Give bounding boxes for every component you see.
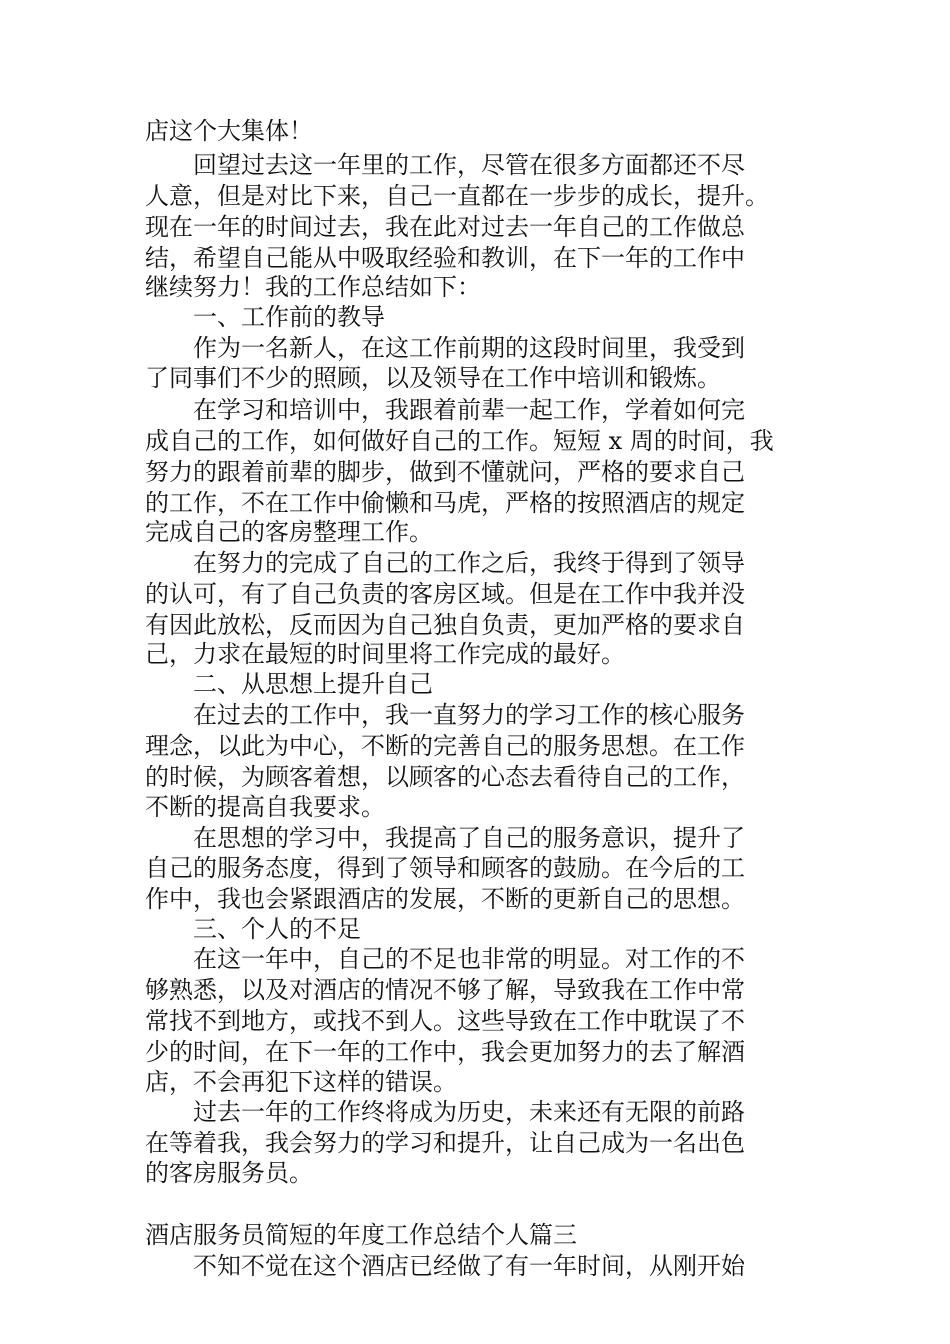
text-line: 在这一年中，自己的不足也非常的明显。对工作的不 — [193, 945, 745, 973]
text-line: 够熟悉，以及对酒店的情况不够了解，导致我在工作中常 — [145, 976, 745, 1004]
section-title: 酒店服务员简短的年度工作总结个人篇三 — [145, 1221, 577, 1249]
section-heading: 一、工作前的教导 — [193, 303, 385, 331]
text-line: 的客房服务员。 — [145, 1159, 313, 1187]
text-line: 店，不会再犯下这样的错误。 — [145, 1068, 457, 1096]
text-line: 少的时间，在下一年的工作中，我会更加努力的去了解酒 — [145, 1038, 745, 1066]
text-line: 理念，以此为中心，不断的完善自己的服务思想。在工作 — [145, 732, 745, 760]
text-line: 有因此放松，反而因为自己独自负责，更加严格的要求自 — [145, 611, 745, 639]
text-line: 店这个大集体！ — [145, 117, 313, 145]
text-line: 的时候，为顾客着想，以顾客的心态去看待自己的工作， — [145, 763, 745, 791]
text-line: 己，力求在最短的时间里将工作完成的最好。 — [145, 640, 625, 668]
text-line: 的认可，有了自己负责的客房区域。但是在工作中我并没 — [145, 580, 745, 608]
section-heading: 二、从思想上提升自己 — [193, 670, 433, 698]
text-line: 在学习和培训中，我跟着前辈一起工作，学着如何完 — [193, 396, 745, 424]
text-line: 在过去的工作中，我一直努力的学习工作的核心服务 — [193, 701, 745, 729]
text-line: 不断的提高自我要求。 — [145, 793, 385, 821]
section-heading: 三、个人的不足 — [193, 915, 361, 943]
text-line: 常找不到地方，或找不到人。这些导致在工作中耽误了不 — [145, 1007, 745, 1035]
text-line: 作中，我也会紧跟酒店的发展，不断的更新自己的思想。 — [145, 885, 745, 913]
text-line: 现在一年的时间过去，我在此对过去一年自己的工作做总 — [145, 213, 745, 241]
text-line: 继续努力！我的工作总结如下： — [145, 273, 481, 301]
text-line: 不知不觉在这个酒店已经做了有一年时间，从刚开始 — [193, 1252, 745, 1280]
text-line: 作为一名新人，在这工作前期的这段时间里，我受到 — [193, 334, 745, 362]
text-line: 在努力的完成了自己的工作之后，我终于得到了领导 — [193, 549, 745, 577]
text-line: 结，希望自己能从中吸取经验和教训，在下一年的工作中 — [145, 244, 745, 272]
text-line: 完成自己的客房整理工作。 — [145, 518, 433, 546]
text-line: 人意，但是对比下来，自己一直都在一步步的成长，提升。 — [145, 182, 769, 210]
text-line: 过去一年的工作终将成为历史，未来还有无限的前路 — [193, 1098, 745, 1126]
text-line: 努力的跟着前辈的脚步，做到不懂就问，严格的要求自己 — [145, 458, 745, 486]
text-line: 在思想的学习中，我提高了自己的服务意识，提升了 — [193, 824, 745, 852]
text-line: 回望过去这一年里的工作，尽管在很多方面都还不尽 — [193, 151, 745, 179]
text-line: 在等着我，我会努力的学习和提升，让自己成为一名出色 — [145, 1129, 745, 1157]
text-line: 自己的服务态度，得到了领导和顾客的鼓励。在今后的工 — [145, 854, 745, 882]
text-line: 成自己的工作，如何做好自己的工作。短短 x 周的时间，我 — [145, 427, 774, 455]
text-line: 的工作，不在工作中偷懒和马虎，严格的按照酒店的规定 — [145, 489, 745, 517]
text-line: 了同事们不少的照顾，以及领导在工作中培训和锻炼。 — [145, 364, 721, 392]
